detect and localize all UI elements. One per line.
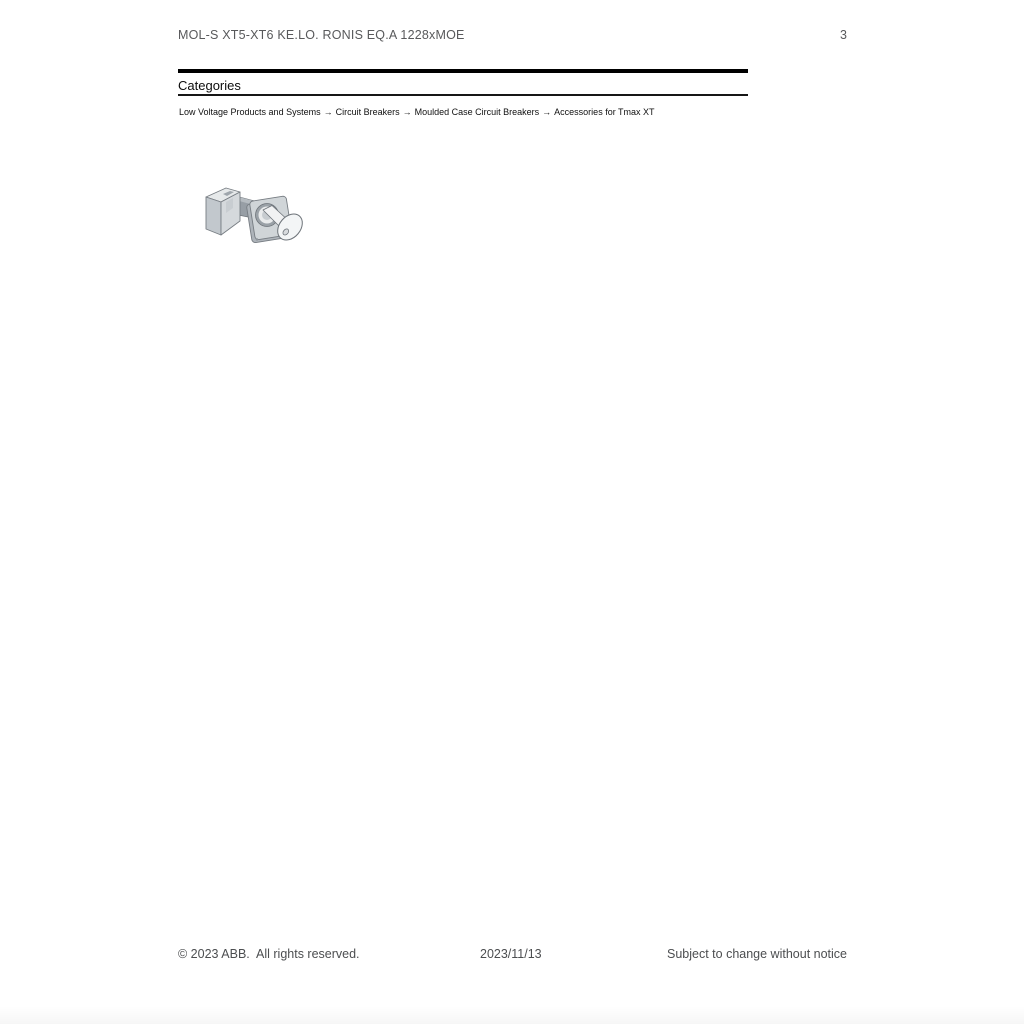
footer-copyright: © 2023 ABB. All rights reserved. — [178, 947, 360, 961]
screw-dot — [256, 238, 258, 240]
breadcrumb-item-accessories-tmax-xt: Accessories for Tmax XT — [554, 107, 655, 117]
page-bottom-shade — [0, 1006, 1024, 1024]
breadcrumb-arrow-icon: → — [323, 107, 333, 117]
footer-date: 2023/11/13 — [480, 947, 542, 961]
breadcrumb-item-moulded-case: Moulded Case Circuit Breakers — [414, 107, 540, 117]
page-number: 3 — [840, 28, 847, 42]
categories-underline — [178, 94, 748, 96]
breadcrumb-item-low-voltage: Low Voltage Products and Systems — [179, 107, 321, 117]
product-image-key-lock-icon — [200, 175, 306, 247]
header-rule — [178, 69, 748, 73]
breadcrumb-arrow-icon: → — [542, 107, 552, 117]
document-title: MOL-S XT5-XT6 KE.LO. RONIS EQ.A 1228xMOE — [178, 28, 465, 42]
footer-notice: Subject to change without notice — [667, 947, 847, 961]
breadcrumb — [179, 107, 655, 118]
breadcrumb-arrow-icon: → — [402, 107, 412, 117]
categories-heading: Categories — [178, 78, 241, 93]
breadcrumb-item-circuit-breakers: Circuit Breakers — [335, 107, 400, 117]
mounting-bracket — [206, 188, 240, 235]
